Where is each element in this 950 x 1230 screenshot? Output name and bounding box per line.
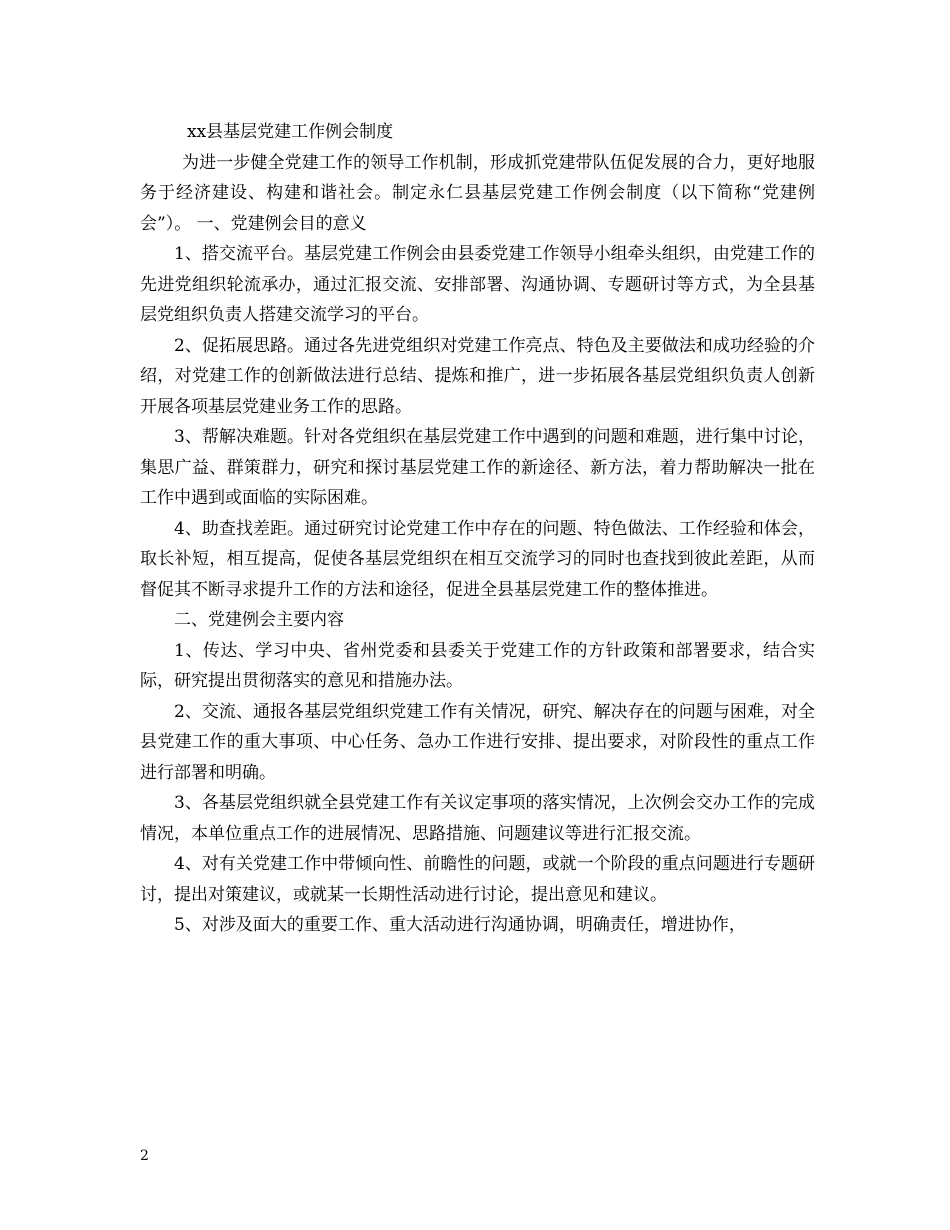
section2-item-2: 2、交流、通报各基层党组织党建工作有关情况，研究、解决存在的问题与困难，对全县党建工作的重大事项、中心任务、急办工作进行安排、提出要求，对阶段性的重点工作进行部署和明确。 [140,701,815,783]
section1-item-3: 3、帮解决难题。针对各党组织在基层党建工作中遇到的问题和难题，进行集中讨论，集思广益、群策群力，研究和探讨基层党建工作的新途径、新方法，着力帮助解决一批在工作中遇到或面临的实际困难。 [140,427,815,508]
section1-item-2: 2、促拓展思路。通过各先进党组织对党建工作亮点、特色及主要做法和成功经验的介绍，对党建工作的创新做法进行总结、提炼和推广，进一步拓展各基层党组织负责人创新开展各项基层党建业务工作的思路。 [140,335,815,417]
document-title: xx县基层党建工作例会制度 [187,122,394,142]
section2-item-4: 4、对有关党建工作中带倾向性、前瞻性的问题，或就一个阶段的重点问题进行专题研讨，提出对策建议，或就某一长期性活动进行讨论，提出意见和建议。 [140,854,815,905]
document-body [140,117,815,941]
section2-heading: 二、党建例会主要内容 [174,610,344,630]
section2-item-3: 3、各基层党组织就全县党建工作有关议定事项的落实情况，上次例会交办工作的完成情况，本单位重点工作的进展情况、思路措施、问题建议等进行汇报交流。 [140,793,815,844]
section1-item-4: 4、助查找差距。通过研究讨论党建工作中存在的问题、特色做法、工作经验和体会，取长补短，相互提高，促使各基层党组织在相互交流学习的同时也查找到彼此差距，从而督促其不断寻求提升工作的方法和途径，促进全县基层党建工作的整体推进。 [140,518,815,600]
section1-item-1: 1、搭交流平台。基层党建工作例会由县委党建工作领导小组牵头组织，由党建工作的先进党组织轮流承办，通过汇报交流、安排部署、沟通协调、专题研讨等方式，为全县基层党组织负责人搭建交流学习的平台。 [140,244,815,325]
page-number: 2 [140,1148,149,1164]
section2-item-5: 5、对涉及面大的重要工作、重大活动进行沟通协调，明确责任，增进协作， [174,915,746,935]
intro-paragraph: 为进一步健全党建工作的领导工作机制，形成抓党建带队伍促发展的合力，更好地服务于经济建设、构建和谐社会。制定永仁县基层党建工作例会制度（以下简称“党建例会”）。 一、党建例会目的意义 [140,152,815,234]
section2-item-1: 1、传达、学习中央、省州党委和县委关于党建工作的方针政策和部署要求，结合实际，研究提出贯彻落实的意见和措施办法。 [140,640,815,691]
